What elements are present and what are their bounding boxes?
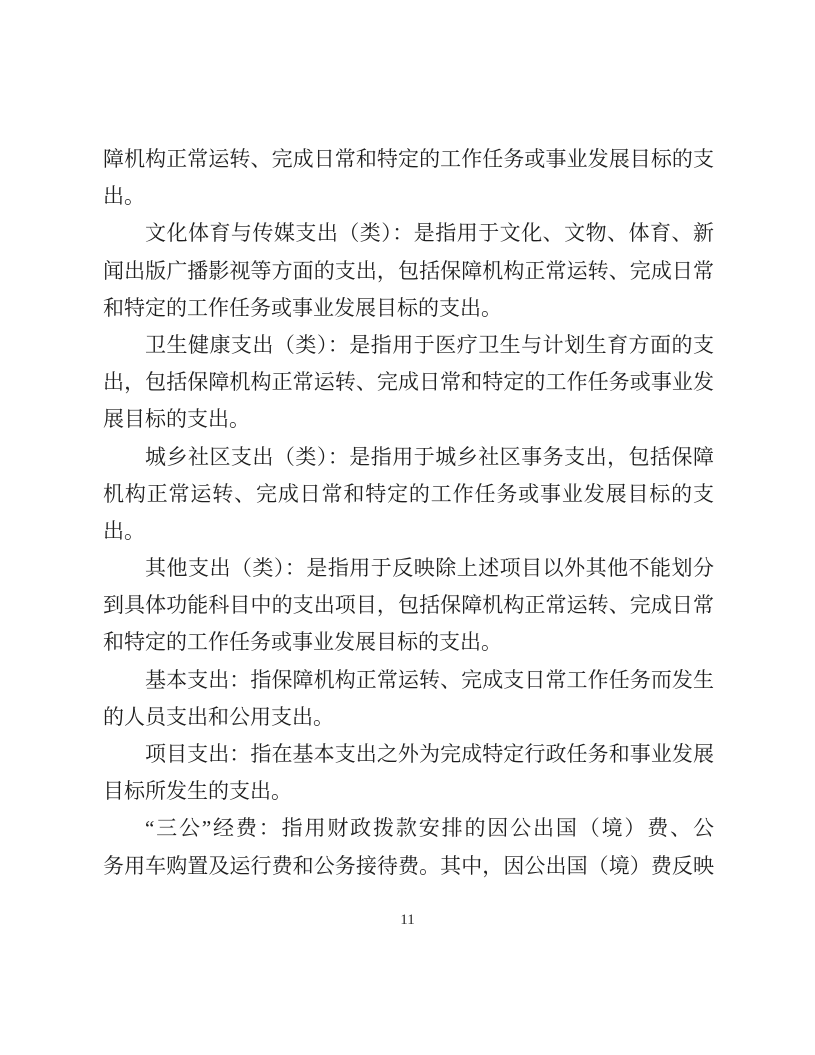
text-line: 障机构正常运转、完成日常和特定的工作任务或事业发展目标的支: [103, 147, 714, 171]
page-footer: [0, 911, 815, 929]
text-line: 出，包括保障机构正常运转、完成日常和特定的工作任务或事业发: [103, 370, 714, 395]
text-line: 项目支出：指在基本支出之外为完成特定行政任务和事业发展: [145, 742, 714, 766]
text-line: “三公”经费：指用财政拨款安排的因公出国（境）费、公: [145, 816, 714, 841]
text-line: 展目标的支出。: [103, 407, 250, 432]
text-line: 到具体功能科目中的支出项目，包括保障机构正常运转、完成日常: [103, 593, 714, 618]
text-line: 的人员支出和公用支出。: [103, 704, 334, 729]
text-line: 城乡社区支出（类）：是指用于城乡社区事务支出，包括保障: [145, 444, 714, 469]
page-number: 11: [400, 912, 415, 928]
text-line: 目标所发生的支出。: [103, 779, 292, 804]
text-line: 卫生健康支出（类）：是指用于医疗卫生与计划生育方面的支: [145, 332, 714, 357]
text-line: 务用车购置及运行费和公务接待费。其中，因公出国（境）费反映: [103, 853, 714, 878]
text-line: 文化体育与传媒支出（类）：是指用于文化、文物、体育、新: [145, 221, 714, 246]
document-body: [103, 141, 714, 885]
text-line: 和特定的工作任务或事业发展目标的支出。: [103, 630, 502, 655]
text-line: 闻出版广播影视等方面的支出，包括保障机构正常运转、完成日常: [103, 258, 714, 283]
text-line: 出。: [103, 184, 145, 209]
text-line: 出。: [103, 518, 145, 543]
text-line: 机构正常运转、完成日常和特定的工作任务或事业发展目标的支: [103, 481, 714, 506]
text-line: 其他支出（类）：是指用于反映除上述项目以外其他不能划分: [145, 556, 714, 581]
text-line: 和特定的工作任务或事业发展目标的支出。: [103, 295, 502, 320]
text-line: 基本支出：指保障机构正常运转、完成支日常工作任务而发生: [145, 667, 714, 692]
